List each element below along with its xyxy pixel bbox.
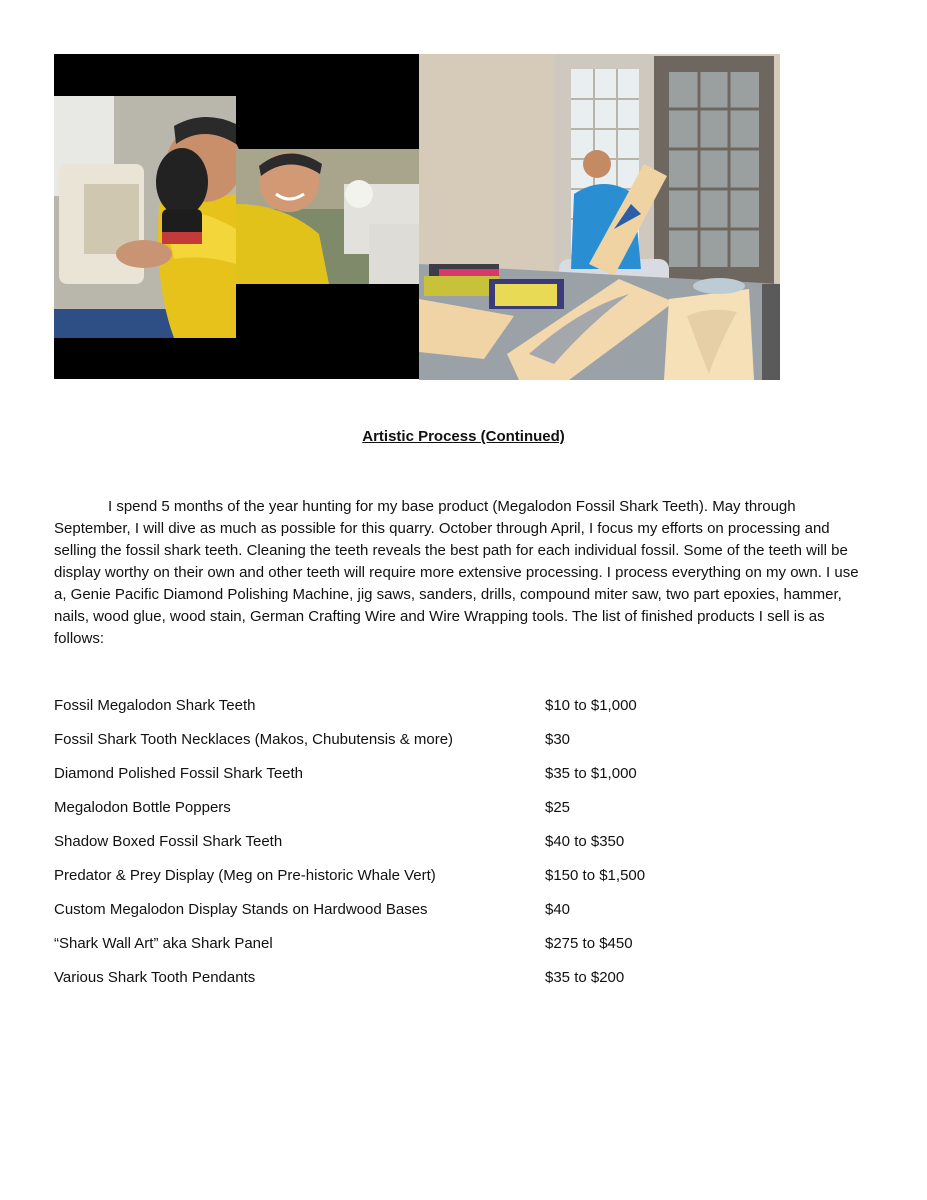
polishing-collage-illustration [54, 54, 419, 379]
photo-polishing-collage [54, 54, 419, 379]
product-price: $35 to $1,000 [545, 765, 637, 782]
product-row [54, 695, 754, 729]
photo-strip [54, 54, 780, 380]
product-price: $40 to $350 [545, 833, 625, 850]
product-price: $10 to $1,000 [545, 697, 637, 714]
product-price: $275 to $450 [545, 935, 633, 952]
product-name: Shadow Boxed Fossil Shark Teeth [54, 833, 283, 850]
product-price: $35 to $200 [545, 969, 625, 986]
product-price-list [54, 695, 754, 1001]
product-price: $40 [545, 901, 571, 918]
product-row [54, 763, 754, 797]
product-name: Predator & Prey Display (Meg on Pre-historic Whale Vert) [54, 867, 436, 884]
product-name: “Shark Wall Art” aka Shark Panel [54, 935, 273, 952]
product-name: Megalodon Bottle Poppers [54, 799, 231, 816]
product-row [54, 797, 754, 831]
wood-panels-illustration [419, 54, 780, 380]
product-price: $30 [545, 731, 571, 748]
product-price: $25 [545, 799, 571, 816]
product-row [54, 899, 754, 933]
product-price: $150 to $1,500 [545, 867, 646, 884]
product-row [54, 831, 754, 865]
product-row [54, 729, 754, 763]
product-name: Custom Megalodon Display Stands on Hardwood Bases [54, 901, 428, 918]
product-name: Fossil Shark Tooth Necklaces (Makos, Chubutensis & more) [54, 731, 454, 748]
photo-wood-panels [419, 54, 780, 380]
product-name: Diamond Polished Fossil Shark Teeth [54, 765, 304, 782]
product-row [54, 865, 754, 899]
artistic-process-paragraph: I spend 5 months of the year hunting for my base product (Megalodon Fossil Shark Teeth). May through September, I will dive as much as possible for this quarry. October through April, I focus my efforts on processing and selling the fossil shark teeth. Cleaning the teeth reveals the best path for each individual fossil. Some of the teeth will be display worthy on their own and other teeth will require more extensive processing. I process everything on my own. I use a, Genie Pacific Diamond Polishing Machine, jig saws, sanders, drills, compound miter saw, two part epoxies, hammer, nails, wood glue, wood stain, German Crafting Wire and Wire Wrapping tools. The list of finished products I sell is as follows: [54, 498, 859, 647]
product-row [54, 933, 754, 967]
product-name: Various Shark Tooth Pendants [54, 969, 256, 986]
product-name: Fossil Megalodon Shark Teeth [54, 697, 256, 714]
page-heading: Artistic Process (Continued) [362, 428, 565, 445]
product-row [54, 967, 754, 1001]
